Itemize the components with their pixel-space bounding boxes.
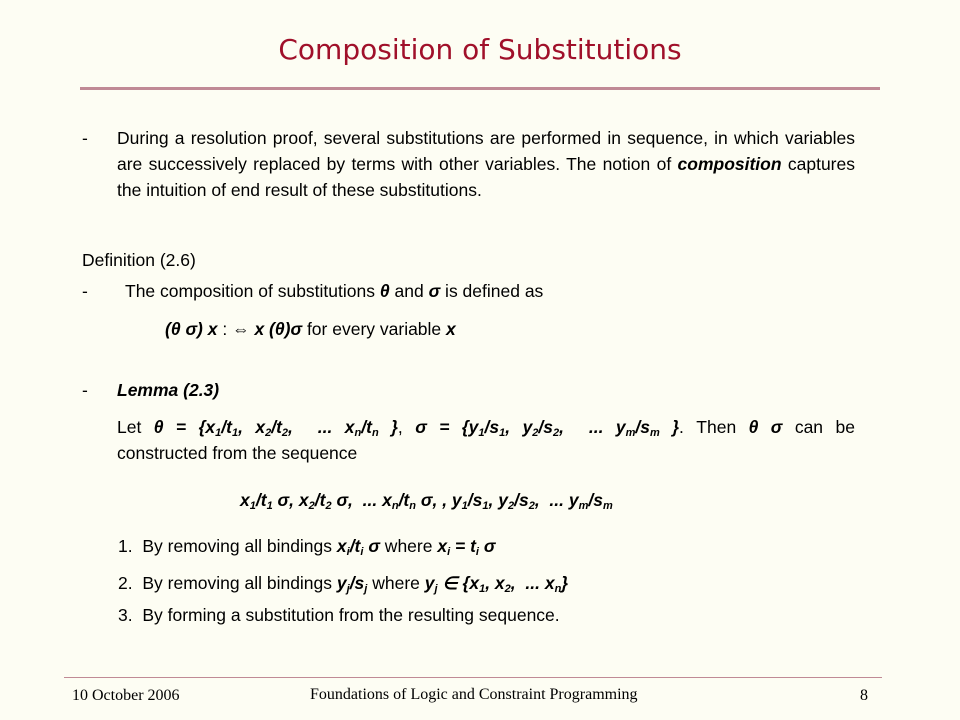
lemma-then: . Then <box>679 417 749 437</box>
intro-text-before: During a resolution proof, several substitutions are performed in sequence, in which variables are successively replaced by terms with other variables. The notion of <box>117 128 855 174</box>
iff-symbol: ⇔ <box>232 319 250 339</box>
bullet-dash: - <box>82 281 88 301</box>
footer-title: Foundations of Logic and Constraint Programming <box>310 686 638 703</box>
formula-var: x <box>446 319 456 339</box>
lemma-line-1: Let $\theta = \{x_1/t_1$, $x_2/t_2$, ... $x_n/t_n$ }, $\sigma = \{y_1/s_1$, $y_2/s_2$, ... $y_m/s_m$ }. Then θ σ can be <box>117 417 855 439</box>
definition-heading: Definition (2.6) <box>82 250 196 270</box>
lemma-heading: Lemma (2.3) <box>117 380 220 400</box>
lemma-let: Let <box>117 417 154 437</box>
definition-text: The composition of substitutions <box>125 281 380 301</box>
footer-divider <box>64 677 882 678</box>
formula-sep: : <box>217 319 233 339</box>
step-where: where <box>367 573 425 593</box>
step-where: where <box>379 536 438 556</box>
step-2: 2. By removing all bindings $y_j/s_j$ where $y_j$ ∈ {$x_1$, $x_2$, ... $x_n$} <box>118 573 569 595</box>
formula-tail: for every variable <box>302 319 447 339</box>
step-text: By removing all bindings <box>142 536 337 556</box>
bullet-dash: - <box>82 380 88 400</box>
theta-symbol: θ <box>379 281 390 301</box>
footer-page-number: 8 <box>860 687 868 704</box>
definition-formula <box>165 316 456 342</box>
formula-rhs: x (θ)σ <box>254 319 303 339</box>
footer-date: 10 October 2006 <box>72 687 180 704</box>
title-divider <box>80 87 880 90</box>
definition-text-after: is defined as <box>440 281 544 301</box>
intro-text-after: captures the intuition of end result of these substitutions. <box>117 154 855 200</box>
step-text: By removing all bindings <box>142 573 337 593</box>
step-number: 3. <box>118 605 133 625</box>
lemma-line-2: constructed from the sequence <box>117 443 358 463</box>
lemma-can-be: can be <box>782 417 855 437</box>
lemma-sequence: $x_1/t_1$ σ, $x_2/t_2$ σ, ... $x_n/t_n$ σ, , $y_1/s_1$, $y_2/s_2$, ... $y_m/s_m$ <box>240 490 613 512</box>
step-number: 1. <box>118 536 133 556</box>
step-1: 1. By removing all bindings $x_i/t_i$ σ where $x_i = t_i$ σ <box>118 536 496 558</box>
step-number: 2. <box>118 573 133 593</box>
intro-emphasis: composition <box>677 154 782 174</box>
definition-and: and <box>389 281 429 301</box>
formula-lhs: (θ σ) x <box>165 319 218 339</box>
intro-paragraph <box>117 125 855 203</box>
lemma-statement <box>117 414 855 466</box>
slide-title: Composition of Substitutions <box>278 33 682 66</box>
definition-line <box>125 278 543 304</box>
step-text: By forming a substitution from the resulting sequence. <box>142 605 560 625</box>
step-3 <box>118 602 560 628</box>
bullet-dash: - <box>82 128 88 148</box>
sigma-symbol: σ <box>428 281 441 301</box>
